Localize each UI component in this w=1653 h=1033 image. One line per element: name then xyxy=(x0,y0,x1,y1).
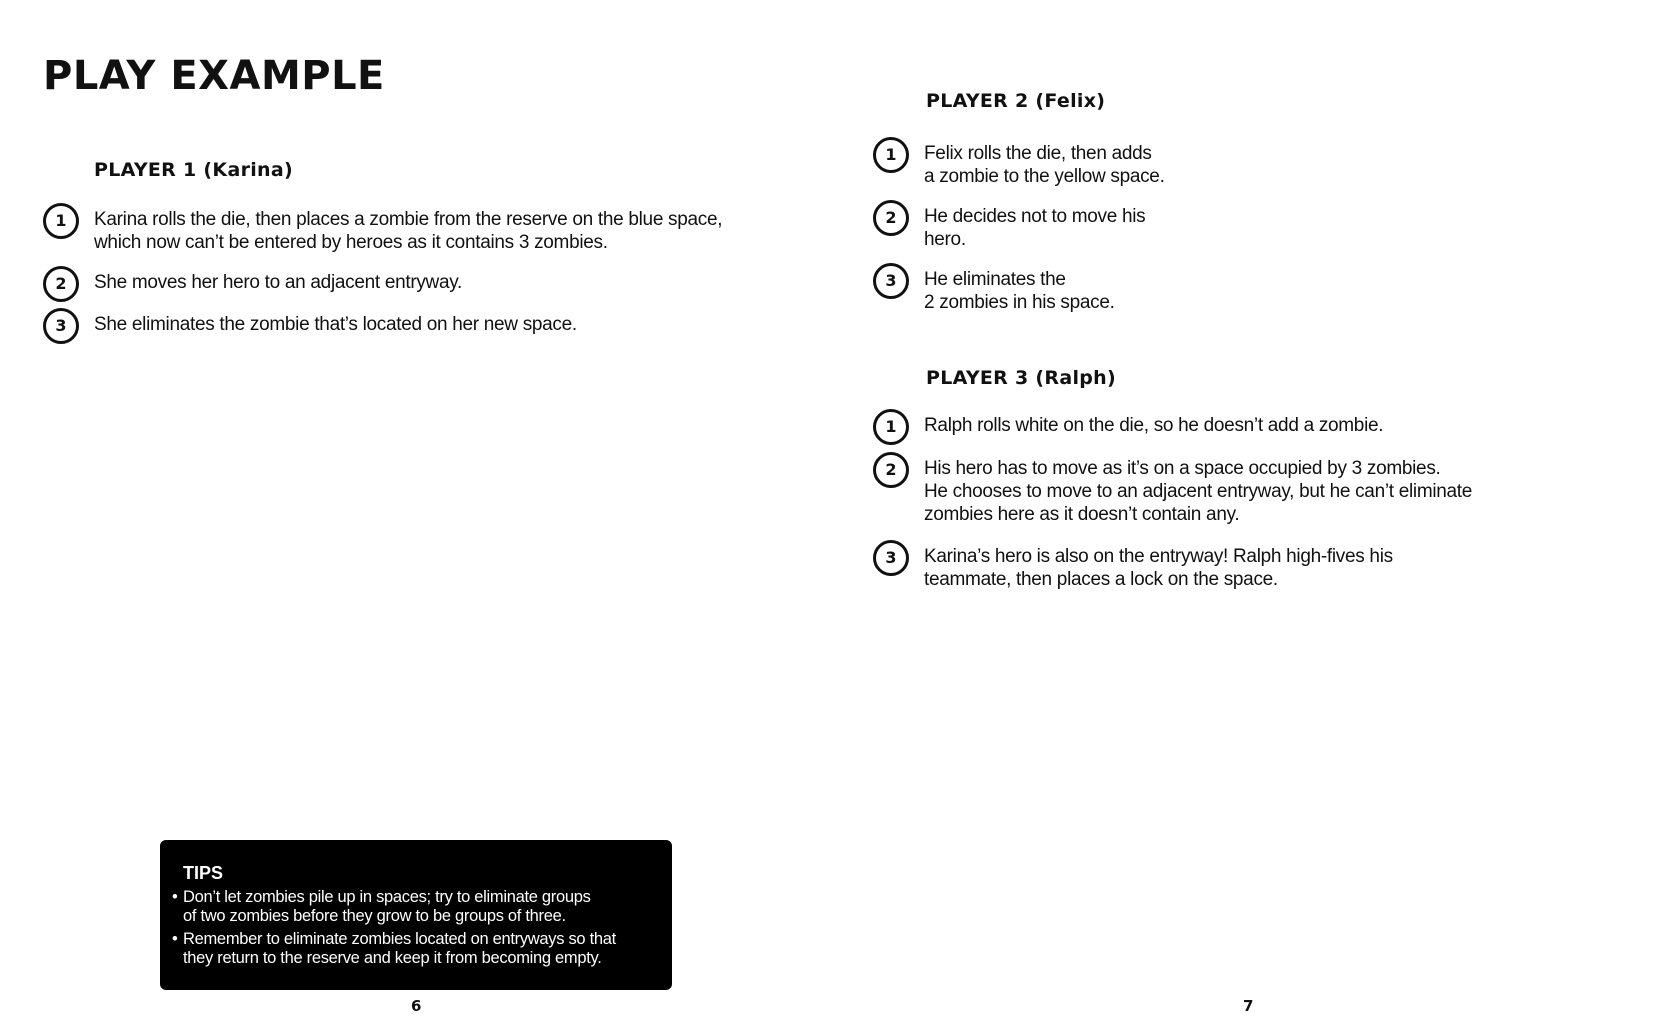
step-line: teammate, then places a lock on the space. xyxy=(924,569,1278,590)
step-number-badge: 3 xyxy=(873,263,909,299)
step-text xyxy=(94,271,462,294)
step-line: Karina’s hero is also on the entryway! Ralph high-fives his xyxy=(924,546,1393,567)
step-line: Felix rolls the die, then adds xyxy=(924,143,1152,164)
page-title: PLAY EXAMPLE xyxy=(43,53,385,99)
tip-line: Remember to eliminate zombies located on entryways so that xyxy=(183,930,616,948)
step-line: He chooses to move to an adjacent entryway, but he can’t eliminate xyxy=(924,481,1473,502)
tip-line: they return to the reserve and keep it from becoming empty. xyxy=(183,949,602,967)
player-3-heading: PLAYER 3 (Ralph) xyxy=(926,367,1116,389)
step-number-badge: 3 xyxy=(43,308,79,344)
step-number-badge: 1 xyxy=(873,137,909,173)
step-number-badge: 3 xyxy=(873,540,909,576)
step-text xyxy=(924,545,1393,591)
step-number-badge: 1 xyxy=(43,203,79,239)
step-number-badge: 1 xyxy=(873,409,909,445)
step-line: Ralph rolls white on the die, so he doesn’t add a zombie. xyxy=(924,415,1384,436)
step-number-badge: 2 xyxy=(873,200,909,236)
tips-title: TIPS xyxy=(183,863,224,883)
step-line: She moves her hero to an adjacent entryway. xyxy=(94,272,463,293)
bullet-icon: • xyxy=(172,930,178,948)
step-line: hero. xyxy=(924,229,966,250)
step-line: He eliminates the xyxy=(924,269,1066,290)
step-line: zombies here as it doesn’t contain any. xyxy=(924,504,1240,525)
step-text xyxy=(924,457,1472,526)
tip-text xyxy=(183,930,616,968)
step-text xyxy=(94,208,722,254)
page-number-left: 6 xyxy=(411,997,422,1015)
step-line: His hero has to move as it’s on a space occupied by 3 zombies. xyxy=(924,458,1441,479)
tip-line: of two zombies before they grow to be groups of three. xyxy=(183,907,566,925)
player-1-heading: PLAYER 1 (Karina) xyxy=(94,159,293,181)
step-text xyxy=(924,268,1115,314)
step-text xyxy=(924,142,1165,188)
step-line: a zombie to the yellow space. xyxy=(924,166,1165,187)
step-line: which now can’t be entered by heroes as it contains 3 zombies. xyxy=(94,232,608,253)
step-text xyxy=(924,414,1383,437)
step-line: She eliminates the zombie that’s located on her new space. xyxy=(94,314,577,335)
step-line: 2 zombies in his space. xyxy=(924,292,1115,313)
tips-box xyxy=(160,840,672,990)
step-line: He decides not to move his xyxy=(924,206,1146,227)
step-line: Karina rolls the die, then places a zombie from the reserve on the blue space, xyxy=(94,209,723,230)
bullet-icon: • xyxy=(172,888,178,906)
step-text xyxy=(924,205,1145,251)
step-number-badge: 2 xyxy=(43,266,79,302)
player-2-heading: PLAYER 2 (Felix) xyxy=(926,90,1106,112)
tip-text xyxy=(183,888,591,926)
step-number-badge: 2 xyxy=(873,452,909,488)
tip-line: Don’t let zombies pile up in spaces; try to eliminate groups xyxy=(183,888,591,906)
page-number-right: 7 xyxy=(1243,997,1254,1015)
step-text xyxy=(94,313,577,336)
